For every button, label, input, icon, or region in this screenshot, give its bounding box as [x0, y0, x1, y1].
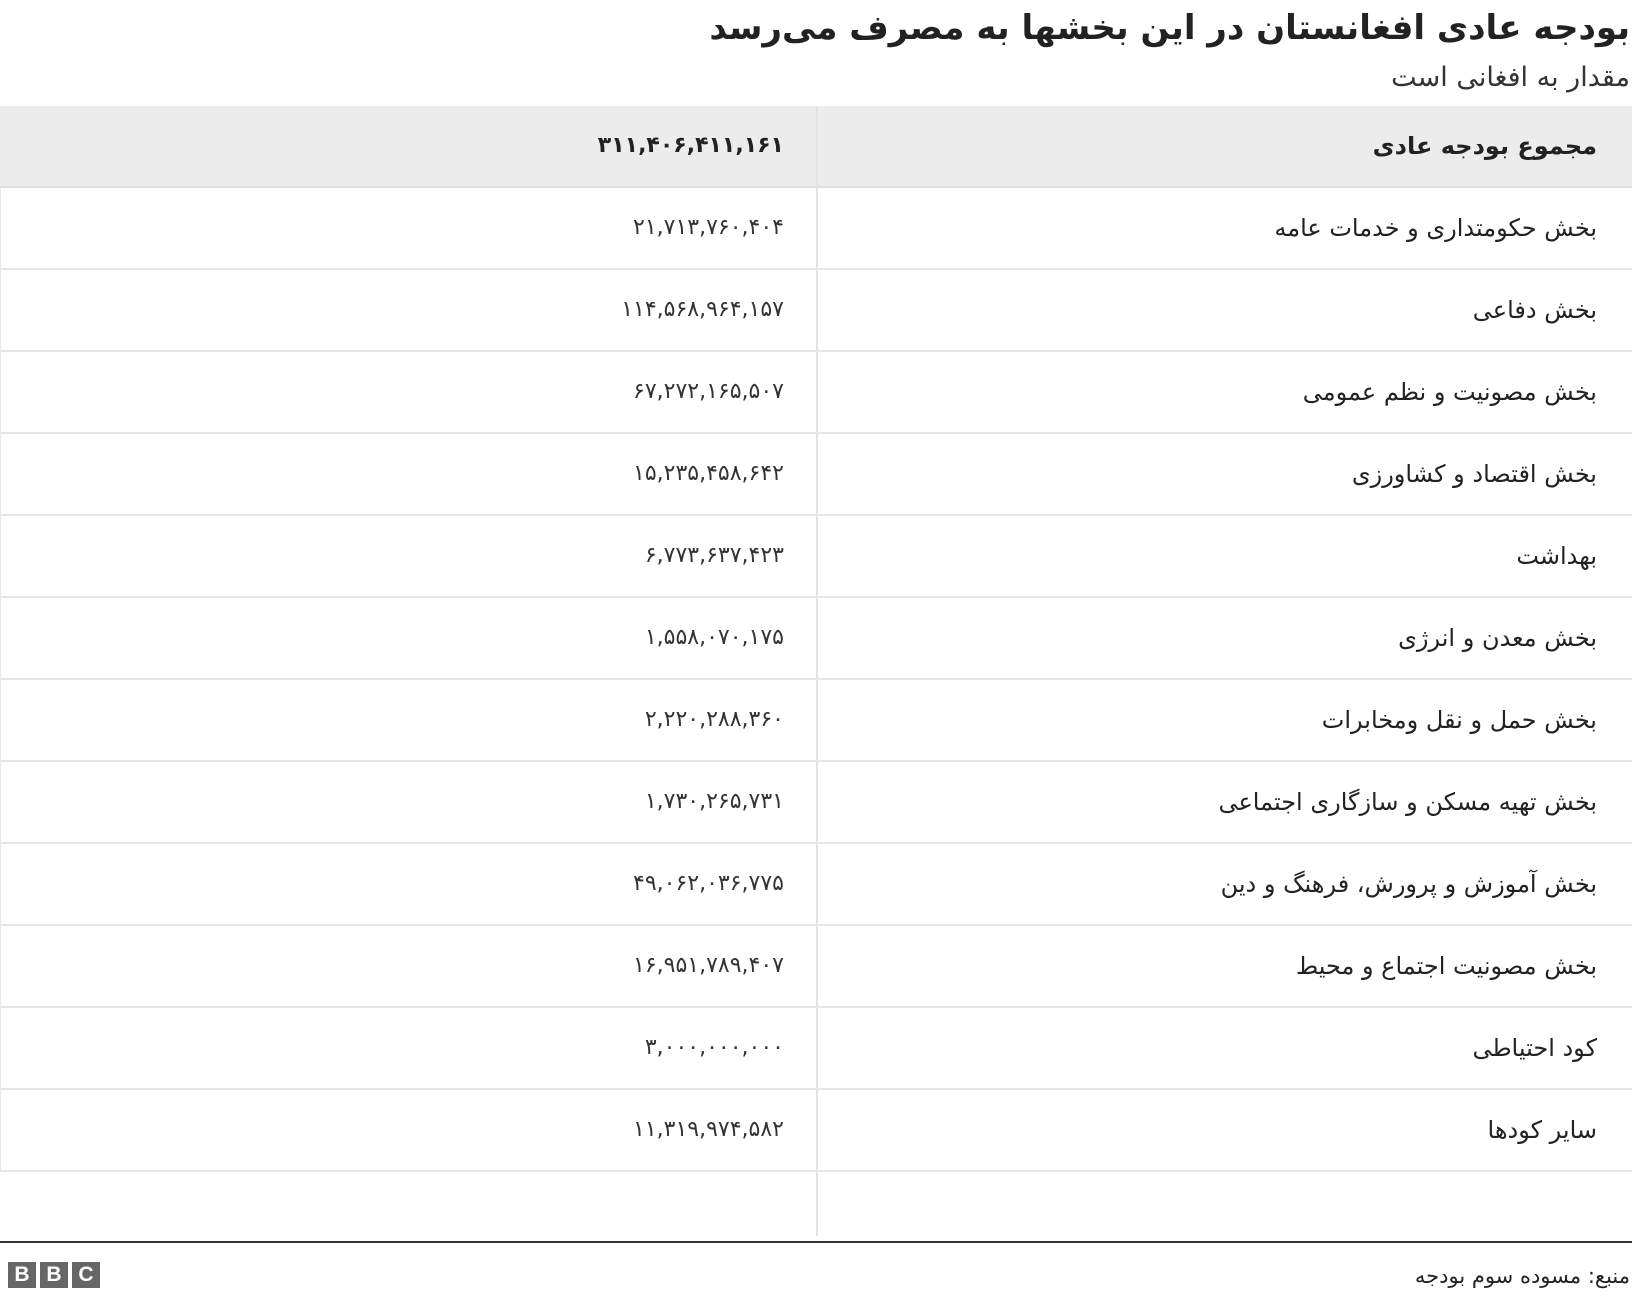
sector-value: ۶,۷۷۳,۶۳۷,۴۲۳ [644, 543, 784, 568]
sector-label: بخش حمل و نقل ومخابرات [1321, 706, 1597, 734]
sector-label: بخش مصونیت و نظم عمومی [1302, 378, 1597, 406]
total-label: مجموع بودجه عادی [1372, 132, 1597, 160]
column-divider [816, 106, 818, 1236]
sector-label: بخش حکومتداری و خدمات عامه [1274, 214, 1597, 242]
sector-value: ۶۷,۲۷۲,۱۶۵,۵۰۷ [633, 379, 784, 404]
sector-value: ۱۱,۳۱۹,۹۷۴,۵۸۲ [633, 1117, 784, 1142]
bbc-logo-letter: B [40, 1262, 68, 1288]
sector-label: بخش معدن و انرژی [1398, 624, 1597, 652]
sector-value: ۳,۰۰۰,۰۰۰,۰۰۰ [644, 1035, 784, 1060]
source-note: منبع: مسوده سوم بودجه [1414, 1264, 1630, 1288]
sector-label: بخش مصونیت اجتماع و محیط [1295, 952, 1597, 980]
table-empty-row [0, 1172, 1632, 1236]
sector-value: ۱,۵۵۸,۰۷۰,۱۷۵ [644, 625, 784, 650]
sector-label: بخش دفاعی [1472, 296, 1597, 324]
bbc-logo [8, 1262, 100, 1288]
sector-value: ۱,۷۳۰,۲۶۵,۷۳۱ [644, 789, 784, 814]
bbc-logo-letter: C [72, 1262, 100, 1288]
sector-value: ۱۵,۲۳۵,۴۵۸,۶۴۲ [633, 461, 784, 486]
total-value: ۳۱۱,۴۰۶,۴۱۱,۱۶۱ [597, 133, 784, 158]
sector-label: بخش آموزش و پرورش، فرهنگ و دین [1220, 870, 1597, 898]
chart-title: بودجه عادی افغانستان در این بخشها به مصرف می‌رسد [709, 8, 1630, 48]
sector-label: کود احتیاطی [1472, 1034, 1597, 1062]
sector-label: بخش تهیه مسکن و سازگاری اجتماعی [1218, 788, 1597, 816]
bbc-logo-letter: B [8, 1262, 36, 1288]
chart-subtitle: مقدار به افغانی است [1391, 62, 1630, 93]
sector-value: ۴۹,۰۶۲,۰۳۶,۷۷۵ [633, 871, 784, 896]
footer-rule [0, 1241, 1632, 1243]
sector-value: ۱۱۴,۵۶۸,۹۶۴,۱۵۷ [621, 297, 784, 322]
sector-label: سایر کودها [1487, 1116, 1597, 1144]
sector-value: ۲۱,۷۱۳,۷۶۰,۴۰۴ [633, 215, 784, 240]
sector-label: بخش اقتصاد و کشاورزی [1351, 460, 1597, 488]
sector-value: ۲,۲۲۰,۲۸۸,۳۶۰ [644, 707, 784, 732]
sector-label: بهداشت [1516, 542, 1597, 570]
sector-value: ۱۶,۹۵۱,۷۸۹,۴۰۷ [633, 953, 784, 978]
